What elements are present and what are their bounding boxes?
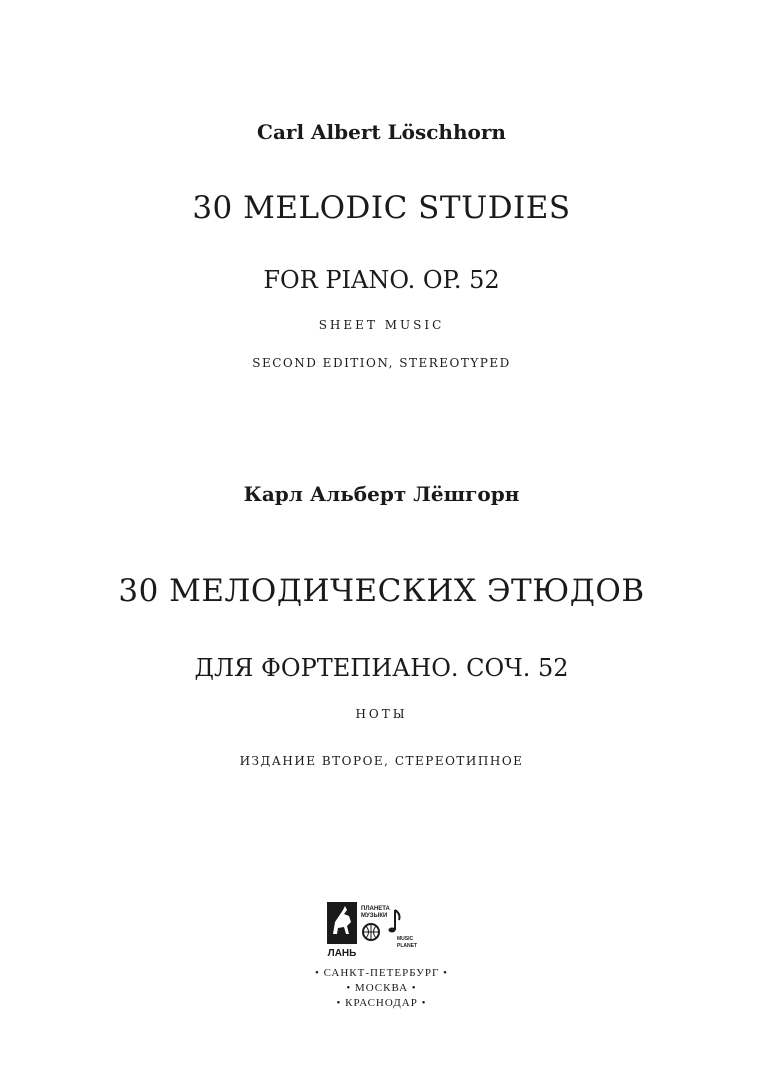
russian-edition: ИЗДАНИЕ ВТОРОЕ, СТЕРЕОТИПНОЕ (239, 754, 524, 768)
english-author: Carl Albert Löschhorn (257, 120, 506, 144)
publisher-city-3: • КРАСНОДАР • (336, 997, 427, 1009)
russian-subtitle: ДЛЯ ФОРТЕПИАНО. СОЧ. 52 (194, 654, 569, 682)
planet-logo-text-3: MUSIC (397, 936, 414, 942)
russian-type: НОТЫ (355, 707, 408, 721)
publisher-city-1: • САНКТ-ПЕТЕРБУРГ • (314, 967, 448, 979)
planet-logo-text-2: МУЗЫКИ (361, 913, 388, 919)
planet-logo-text-1: ПЛАНЕТА (361, 906, 390, 912)
music-note-icon (395, 910, 400, 930)
english-type: SHEET MUSIC (318, 318, 445, 332)
planet-logo-text-4: PLANET (397, 943, 417, 949)
lan-logo-text: ЛАНЬ (327, 948, 357, 959)
lan-logo (325, 900, 435, 960)
russian-title: 30 МЕЛОДИЧЕСКИХ ЭТЮДОВ (118, 573, 645, 609)
publisher-logos (325, 900, 435, 960)
publisher-city-2: • МОСКВА • (346, 982, 417, 994)
russian-author: Карл Альберт Лёшгорн (243, 482, 520, 506)
english-subtitle: FOR PIANO. OP. 52 (263, 266, 500, 294)
english-edition: SECOND EDITION, STEREOTYPED (252, 356, 511, 370)
english-title: 30 MELODIC STUDIES (192, 190, 571, 226)
